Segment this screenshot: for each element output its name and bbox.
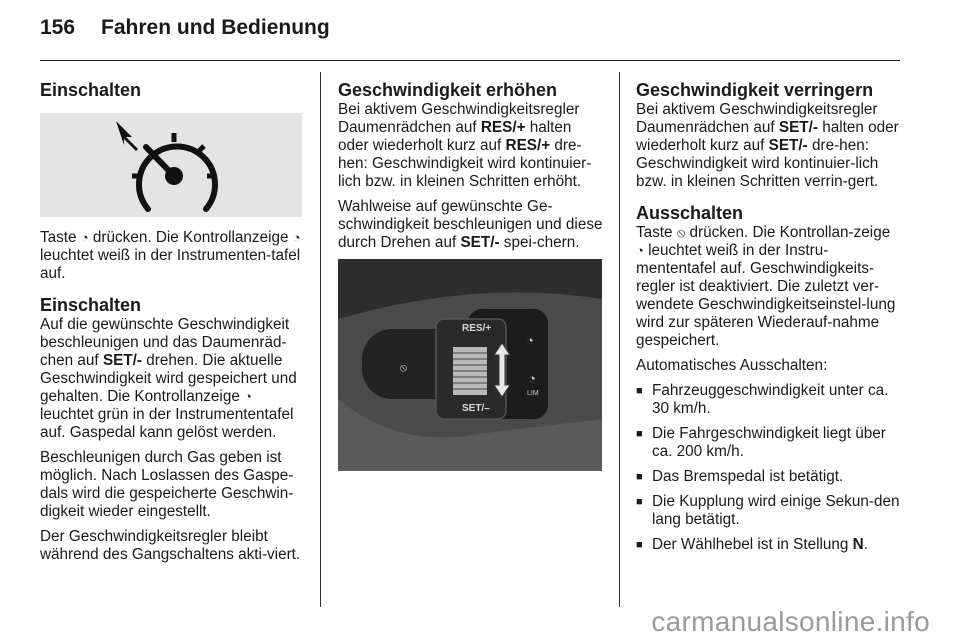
list-item: ■ Die Fahrgeschwindigkeit liegt über ca. 200 km/h.: [636, 425, 902, 461]
section-heading: Ausschalten: [636, 203, 744, 223]
page-title: Fahren und Bedienung: [101, 16, 330, 39]
paragraph: Automatisches Ausschalten:: [636, 357, 828, 374]
cruise-indicator-icon: ◔: [244, 389, 252, 404]
lim-label: LIM: [527, 390, 539, 397]
page-header: [40, 16, 330, 40]
cruise-icon: ◔: [526, 333, 534, 348]
section-heading: Geschwindigkeit verringern: [636, 80, 874, 100]
press-arrow-icon: [116, 121, 138, 151]
section-heading: Einschalten: [40, 80, 142, 100]
paragraph: Taste ⦸ drücken. Die Kontrollan-zeige ◔ leuchtet weiß in der Instru-mententafel auf. Geschwindigkeits-regler ist deaktiviert. Die zuletzt ver-wendete Geschwindigkeitseinstel-lung wird zur späteren Wiederauf-nahme gespeichert.: [636, 224, 896, 349]
column-3: [636, 72, 902, 561]
list-item: ■ Fahrzeuggeschwindigkeit unter ca. 30 km/h.: [636, 382, 902, 418]
column-divider: [619, 72, 620, 607]
paragraph: Der Geschwindigkeitsregler bleibt während des Gangschaltens akti-viert.: [40, 528, 301, 563]
page-number: 156: [40, 16, 76, 39]
steering-wheel-controls-photo: [338, 259, 602, 471]
paragraph: Bei aktivem Geschwindigkeitsregler Daumenrädchen auf SET/- halten oder wiederholt kurz auf SET/- dre-hen: Geschwindigkeit wird kontinuier-lich bzw. in kleinen Schritten verrin-gert.: [636, 101, 899, 190]
paragraph: Auf die gewünschte Geschwindigkeit beschleunigen und das Daumenräd-chen auf SET/- drehen. Die aktuelle Geschwindigkeit wird gespeichert und gehalten. Die Kontrollanzeige ◔ leuchtet grün in der Instrumententafel auf. Gaspedal kann gelöst werden.: [40, 316, 297, 441]
cruise-off-icon: ⦸: [676, 225, 686, 240]
cruise-icon: ◔: [80, 230, 89, 245]
list-item: ■ Der Wählhebel ist in Stellung N.: [636, 536, 902, 554]
set-label: SET/–: [462, 403, 490, 414]
watermark: carmanualsonline.info: [651, 606, 930, 637]
column-1: [40, 72, 304, 571]
header-rule: [40, 60, 900, 61]
auto-off-list: [636, 382, 902, 554]
section-heading: Geschwindigkeit erhöhen: [338, 80, 558, 100]
column-divider: [320, 72, 321, 607]
cruise-off-icon: ⦸: [400, 362, 408, 374]
paragraph: Wahlweise auf gewünschte Ge-schwindigkeit beschleunigen und diese durch Drehen auf SET/- spei-chern.: [338, 198, 603, 251]
speedometer-cruise-icon: [40, 113, 302, 217]
limiter-icon: ◔: [528, 371, 536, 386]
list-item: ■ Das Bremspedal ist betätigt.: [636, 468, 902, 486]
list-item: ■ Die Kupplung wird einige Sekun-den lang betätigt.: [636, 493, 902, 529]
cruise-indicator-icon: ◔: [292, 230, 301, 245]
paragraph: Beschleunigen durch Gas geben ist möglich. Nach Loslassen des Gaspe-dals wird die gespeicherte Geschwin-digkeit wieder eingestellt.: [40, 449, 294, 520]
cruise-indicator-icon: ◔: [636, 243, 644, 258]
cruise-control-illustration: [40, 113, 302, 217]
res-label: RES/+: [462, 323, 492, 334]
section-heading: Einschalten: [40, 295, 142, 315]
column-2: [338, 72, 604, 471]
paragraph: Taste ◔ drücken. Die Kontrollanzeige ◔ leuchtet weiß in der Instrumenten-tafel auf.: [40, 229, 301, 282]
paragraph: Bei aktivem Geschwindigkeitsregler Daumenrädchen auf RES/+ halten oder wiederholt kurz auf RES/+ dre-hen: Geschwindigkeit wird kontinuier-lich bzw. in kleinen Schritten erhöht.: [338, 101, 592, 190]
